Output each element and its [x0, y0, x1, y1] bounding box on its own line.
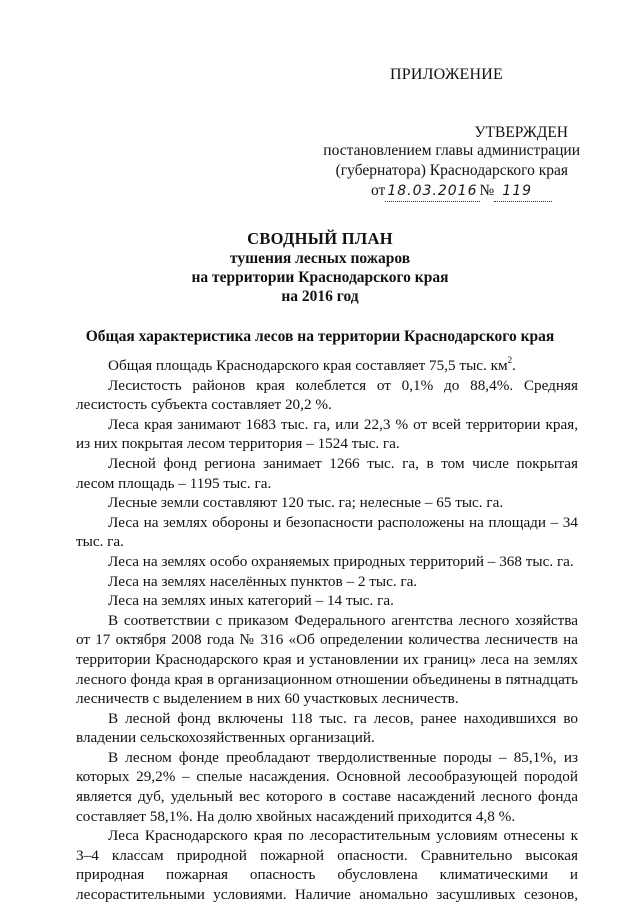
section-heading: Общая характеристика лесов на территории Краснодарского края: [85, 328, 555, 345]
area-text: Общая площадь Краснодарского края составляет 75,5 тыс. км: [108, 357, 508, 374]
approved-by-line2: (губернатора) Краснодарского края: [335, 162, 568, 179]
paragraph: В лесной фонд включены 118 тыс. га лесов, ранее находившихся во владении сельскохозяйственных организаций.: [76, 709, 578, 747]
paragraph-area: [76, 356, 578, 376]
area-period: .: [512, 357, 516, 374]
approved-by-line1: постановлением главы администрации: [323, 142, 580, 159]
appendix-label: ПРИЛОЖЕНИЕ: [390, 66, 504, 83]
paragraph: Леса на землях населённых пунктов – 2 тыс. га.: [108, 572, 418, 590]
approval-date-number: [371, 181, 552, 202]
paragraph: Леса Краснодарского края по лесорастительным условиям отнесены к 3–4 классам природной пожарной опасности. Сравнительно высокая природная пожарная опасность обусловлена климатическими и лесорастительными условиями. Наличие аномально засушливых сезонов,: [76, 827, 578, 904]
area-superscript: 2: [507, 355, 513, 365]
body-text: [76, 356, 578, 905]
document-title: [0, 229, 640, 306]
title-line1: СВОДНЫЙ ПЛАН: [247, 229, 393, 248]
paragraph: Лесной фонд региона занимает 1266 тыс. га, в том числе покрытая лесом площадь – 1195 тыс. га.: [76, 454, 578, 492]
paragraph: Лесные земли составляют 120 тыс. га; нелесные – 65 тыс. га.: [108, 494, 504, 512]
paragraph: Леса на землях особо охраняемых природных территорий – 368 тыс. га.: [108, 552, 574, 570]
paragraph: Леса на землях обороны и безопасности расположены на площади – 34 тыс. га.: [76, 513, 578, 551]
title-line2: тушения лесных пожаров: [229, 250, 411, 267]
handwritten-number: 119: [494, 181, 552, 202]
handwritten-date: 18.03.2016: [385, 181, 479, 202]
title-line3: на территории Краснодарского края: [191, 269, 449, 286]
paragraph: Лесистость районов края колеблется от 0,1% до 88,4%. Средняя лесистость субъекта составляет 20,2 %.: [76, 376, 578, 414]
title-line4: на 2016 год: [281, 288, 359, 305]
paragraph: В соответствии с приказом Федерального агентства лесного хозяйства от 17 октября 2008 года № 316 «Об определении количества лесничеств на территории Краснодарского края и установлении их границ» леса на землях лесного фонда края в организационном отношении объединены в пятнадцать лесничеств с выделением в них 60 участковых лесничеств.: [76, 611, 578, 708]
paragraph: Леса на землях иных категорий – 14 тыс. га.: [108, 592, 394, 610]
approved-label: УТВЕРЖДЕН: [474, 124, 568, 141]
number-prefix: №: [479, 182, 495, 199]
date-prefix: от: [371, 182, 386, 199]
paragraph: Леса края занимают 1683 тыс. га, или 22,3 % от всей территории края, из них покрытая лесом территория – 1524 тыс. га.: [76, 415, 578, 453]
paragraph: В лесном фонде преобладают твердолиственные породы – 85,1%, из которых 29,2% – спелые насаждения. Основной лесообразующей породой является дуб, удельный вес которого в составе насаждений лесного фонда составляет 58,1%. На долю хвойных насаждений приходится 4,8 %.: [76, 748, 578, 825]
